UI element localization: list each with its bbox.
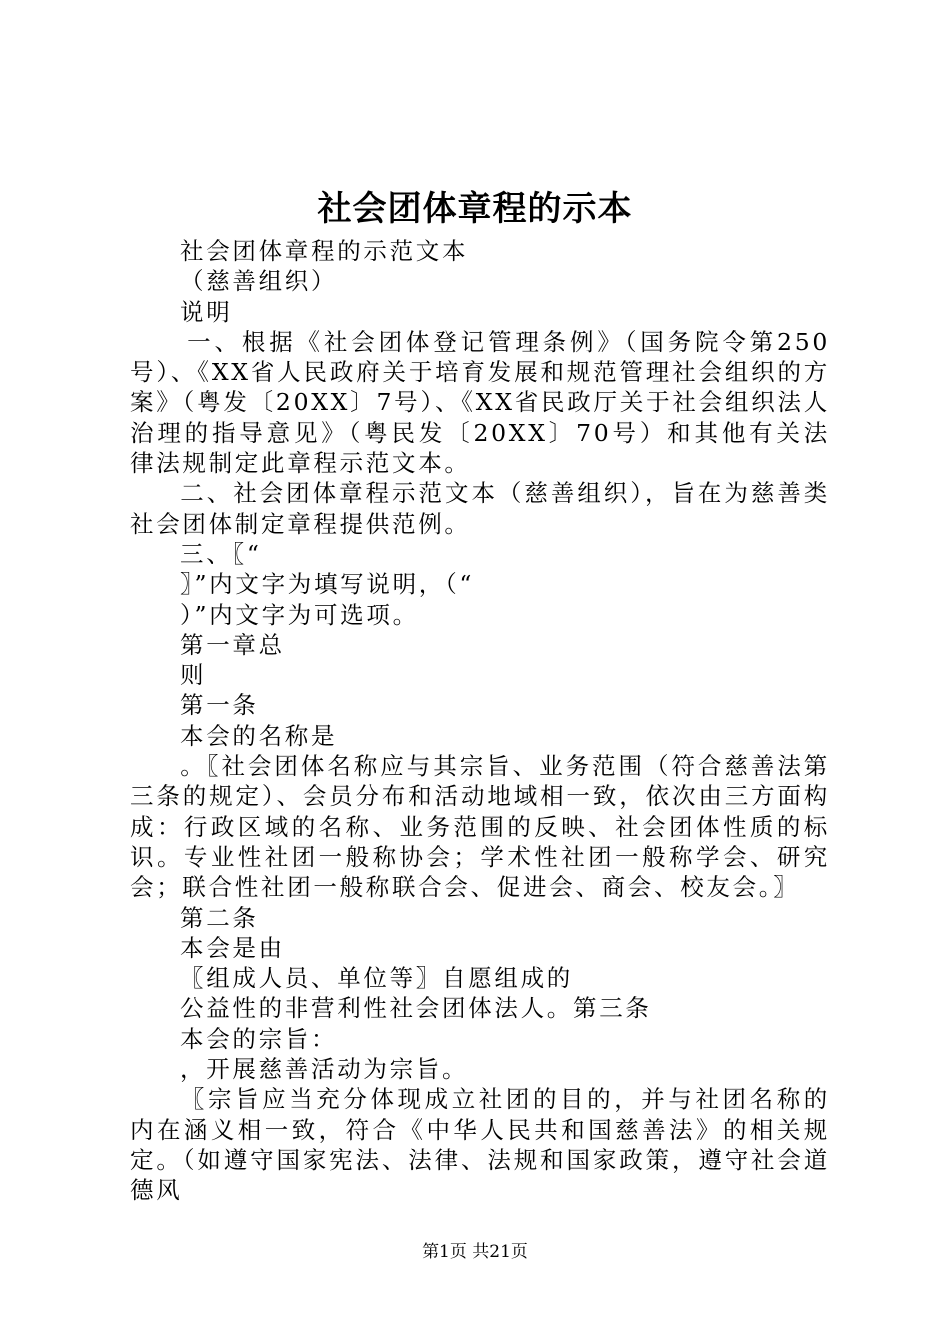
article-1-heading: 第一条 xyxy=(180,691,259,720)
paragraph-explanation-heading: 说明 xyxy=(180,297,233,326)
paragraph-note-3-cont-2: ）”内文字为可选项。 xyxy=(180,600,419,629)
chapter-heading-part-2: 则 xyxy=(180,661,207,690)
paragraph-note-1: 一、根据《社会团体登记管理条例》（国务院令第250号）、《XX省人民政府关于培育发展和规范管理社会组织的方案》（粤发〔20XX〕7号）、《XX省民政厅关于社会组织法人治理的指导意见》（粤民发〔20XX〕70号）和其他有关法律法规制定此章程示范文本。 xyxy=(130,327,830,478)
paragraph-note-3: 三、〖“ xyxy=(180,539,262,568)
page-footer: 第1页 共21页 xyxy=(422,1242,528,1262)
article-2-fill-note: 〖组成人员、单位等〗自愿组成的 xyxy=(180,964,573,993)
article-2-cont: 公益性的非营利性社会团体法人。第三条 xyxy=(180,994,652,1023)
chapter-heading-part-1: 第一章总 xyxy=(180,630,285,659)
paragraph-org-type: （慈善组织） xyxy=(180,267,338,296)
article-1-text: 本会的名称是 xyxy=(180,721,338,750)
document-title: 社会团体章程的示本 xyxy=(317,189,633,229)
paragraph-note-3-cont-1: 〗”内文字为填写说明，（“ xyxy=(180,570,475,599)
paragraph-note-2: 二、社会团体章程示范文本（慈善组织），旨在为慈善类社会团体制定章程提供范例。 xyxy=(130,479,830,538)
document-body xyxy=(130,236,830,1206)
paragraph-subtitle: 社会团体章程的示范文本 xyxy=(180,237,469,265)
article-1-explanation: 。〖社会团体名称应与其宗旨、业务范围（符合慈善法第三条的规定）、会员分布和活动地域相一致，依次由三方面构成：行政区域的名称、业务范围的反映、社会团体性质的标识。专业性社团一般称协会；学术性社团一般称学会、研究会；联合性社团一般称联合会、促进会、商会、校友会。〗 xyxy=(130,752,830,902)
article-2-heading: 第二条 xyxy=(180,903,259,932)
article-3-cont: ，开展慈善活动为宗旨。 xyxy=(180,1055,469,1084)
article-2-text: 本会是由 xyxy=(180,933,285,962)
article-3-explanation: 〖宗旨应当充分体现成立社团的目的，并与社团名称的内在涵义相一致，符合《中华人民共和国慈善法》的相关规定。（如遵守国家宪法、法律、法规和国家政策，遵守社会道德风 xyxy=(130,1085,830,1205)
article-3-text: 本会的宗旨： xyxy=(180,1024,338,1053)
